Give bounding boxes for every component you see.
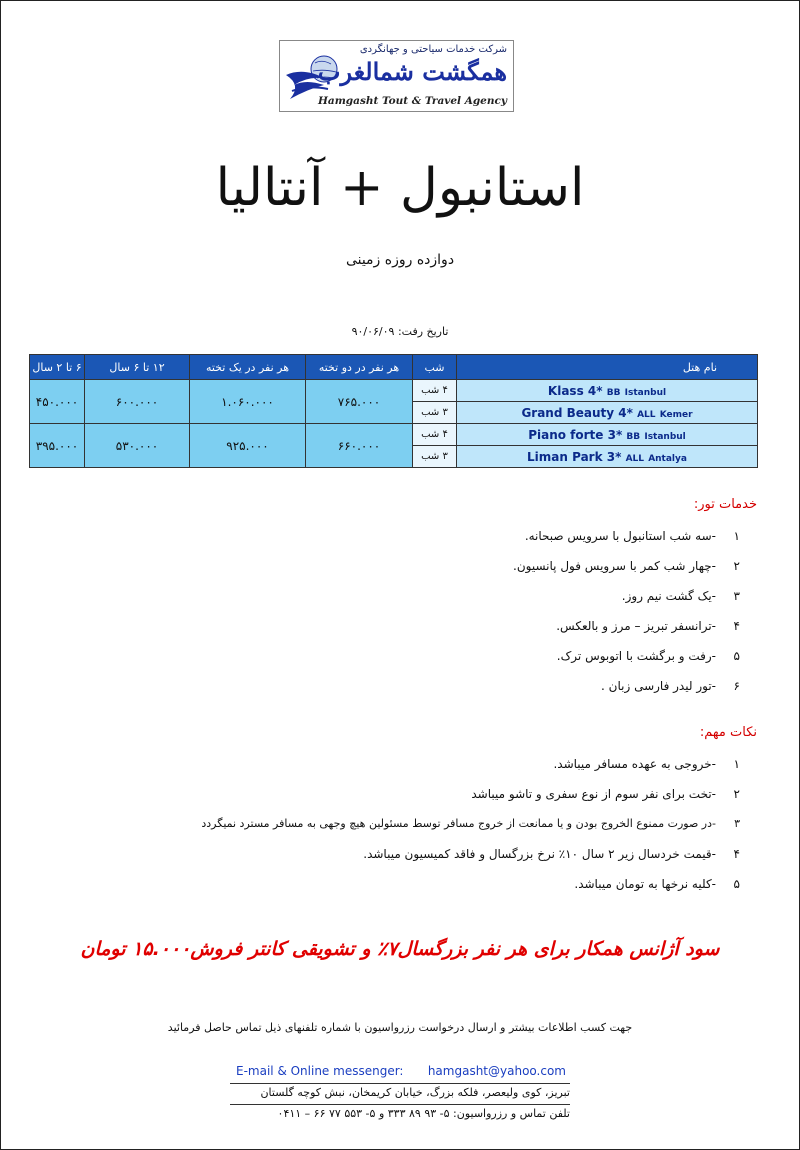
list-item: ۲-تخت برای نفر سوم از نوع سفری و تاشو میباشد bbox=[471, 787, 740, 801]
divider bbox=[230, 1083, 570, 1084]
list-item: ۳-یک گشت نیم روز. bbox=[621, 589, 740, 603]
header-child-2-6: ۶ تا ۲ سال bbox=[30, 355, 85, 380]
header-single: هر نفر در یک تخته bbox=[190, 355, 306, 380]
price-child-6-12: ۵۳۰.۰۰۰ bbox=[85, 424, 190, 468]
price-double: ۶۶۰.۰۰۰ bbox=[306, 424, 413, 468]
hotel-name: Klass 4* BB Istanbul bbox=[457, 380, 758, 402]
email-label: E-mail & Online messenger: bbox=[236, 1064, 404, 1078]
nights-cell: ۴ شب bbox=[413, 380, 457, 402]
table-row bbox=[30, 424, 758, 446]
company-logo bbox=[279, 40, 514, 112]
header-child-6-12: ۱۲ تا ۶ سال bbox=[85, 355, 190, 380]
list-item: ۲-چهار شب کمر با سرویس فول پانسیون. bbox=[513, 559, 740, 573]
list-item: ۵-کلیه نرخها به تومان میباشد. bbox=[574, 877, 740, 891]
price-child-2-6: ۳۹۵.۰۰۰ bbox=[30, 424, 85, 468]
table-row bbox=[30, 380, 758, 402]
logo-english-text: Hamgasht Tout & Travel Agency bbox=[317, 95, 507, 107]
price-child-2-6: ۴۵۰.۰۰۰ bbox=[30, 380, 85, 424]
price-single: ۱.۰۶۰.۰۰۰ bbox=[190, 380, 306, 424]
email-address[interactable]: hamgasht@yahoo.com bbox=[427, 1064, 566, 1078]
header-nights: شب bbox=[413, 355, 457, 380]
notes-title: نکات مهم: bbox=[699, 725, 757, 740]
list-item: ۱-خروجی به عهده مسافر میباشد. bbox=[553, 757, 740, 771]
list-item: ۴-قیمت خردسال زیر ۲ سال ۱۰٪ نرخ بزرگسال و فاقد کمیسیون میباشد. bbox=[363, 847, 740, 861]
list-item: ۳-در صورت ممنوع الخروج بودن و یا ممانعت از خروج مسافر توسط مسئولین هیچ وجهی به مسافر مسترد نمیگردد bbox=[201, 817, 740, 830]
nights-cell: ۳ شب bbox=[413, 446, 457, 468]
logo-main-text: همگشت شمالغرب bbox=[317, 57, 507, 86]
table-header-row bbox=[30, 355, 758, 380]
contact-note: جهت کسب اطلاعات بیشتر و ارسال درخواست رزرواسیون با شماره تلفنهای ذیل تماس حاصل فرمائید bbox=[167, 1021, 633, 1034]
list-item: ۶-تور لیدر فارسی زبان . bbox=[601, 679, 740, 693]
logo-top-text: شرکت خدمات سیاحتی و جهانگردی bbox=[359, 44, 507, 55]
rates-table bbox=[29, 354, 758, 468]
page-subtitle: دوازده روزه زمینی bbox=[345, 252, 455, 268]
price-child-6-12: ۶۰۰.۰۰۰ bbox=[85, 380, 190, 424]
list-item: ۵-رفت و برگشت با اتوبوس ترک. bbox=[556, 649, 740, 663]
office-address: تبریز، کوی ولیعصر، فلکه بزرگ، خیابان کریمخان، نبش کوچه گلستان bbox=[260, 1086, 570, 1099]
list-item: ۴-ترانسفر تبریز – مرز و بالعکس. bbox=[556, 619, 740, 633]
nights-cell: ۳ شب bbox=[413, 402, 457, 424]
departure-date: تاریخ رفت: ۹۰/۰۶/۰۹ bbox=[351, 325, 449, 338]
hotel-name: Liman Park 3* ALL Antalya bbox=[457, 446, 758, 468]
price-single: ۹۲۵.۰۰۰ bbox=[190, 424, 306, 468]
hotel-name: Grand Beauty 4* ALL Kemer bbox=[457, 402, 758, 424]
header-double: هر نفر در دو تخته bbox=[306, 355, 413, 380]
page-title: استانبول + آنتالیا bbox=[215, 158, 585, 218]
divider bbox=[230, 1104, 570, 1105]
phone-numbers: تلفن تماس و رزرواسیون: ۵- ۹۳ ۸۹ ۳۳۳ و ۵- ۵۵۳ ۷۷ ۶۶ – ۰۴۱۱ bbox=[277, 1107, 570, 1120]
nights-cell: ۴ شب bbox=[413, 424, 457, 446]
email-row bbox=[236, 1064, 566, 1078]
services-list bbox=[513, 526, 740, 706]
hotel-name: Piano forte 3* BB Istanbul bbox=[457, 424, 758, 446]
agency-commission-promo: سود آژانس همکار برای هر نفر بزرگسال۷٪ و تشویقی کانتر فروش۱۵.۰۰۰ تومان bbox=[80, 938, 720, 960]
header-hotel: نام هتل bbox=[457, 355, 758, 380]
services-title: خدمات تور: bbox=[693, 497, 757, 512]
notes-list bbox=[201, 754, 740, 904]
price-double: ۷۶۵.۰۰۰ bbox=[306, 380, 413, 424]
list-item: ۱-سه شب استانبول با سرویس صبحانه. bbox=[524, 529, 740, 543]
